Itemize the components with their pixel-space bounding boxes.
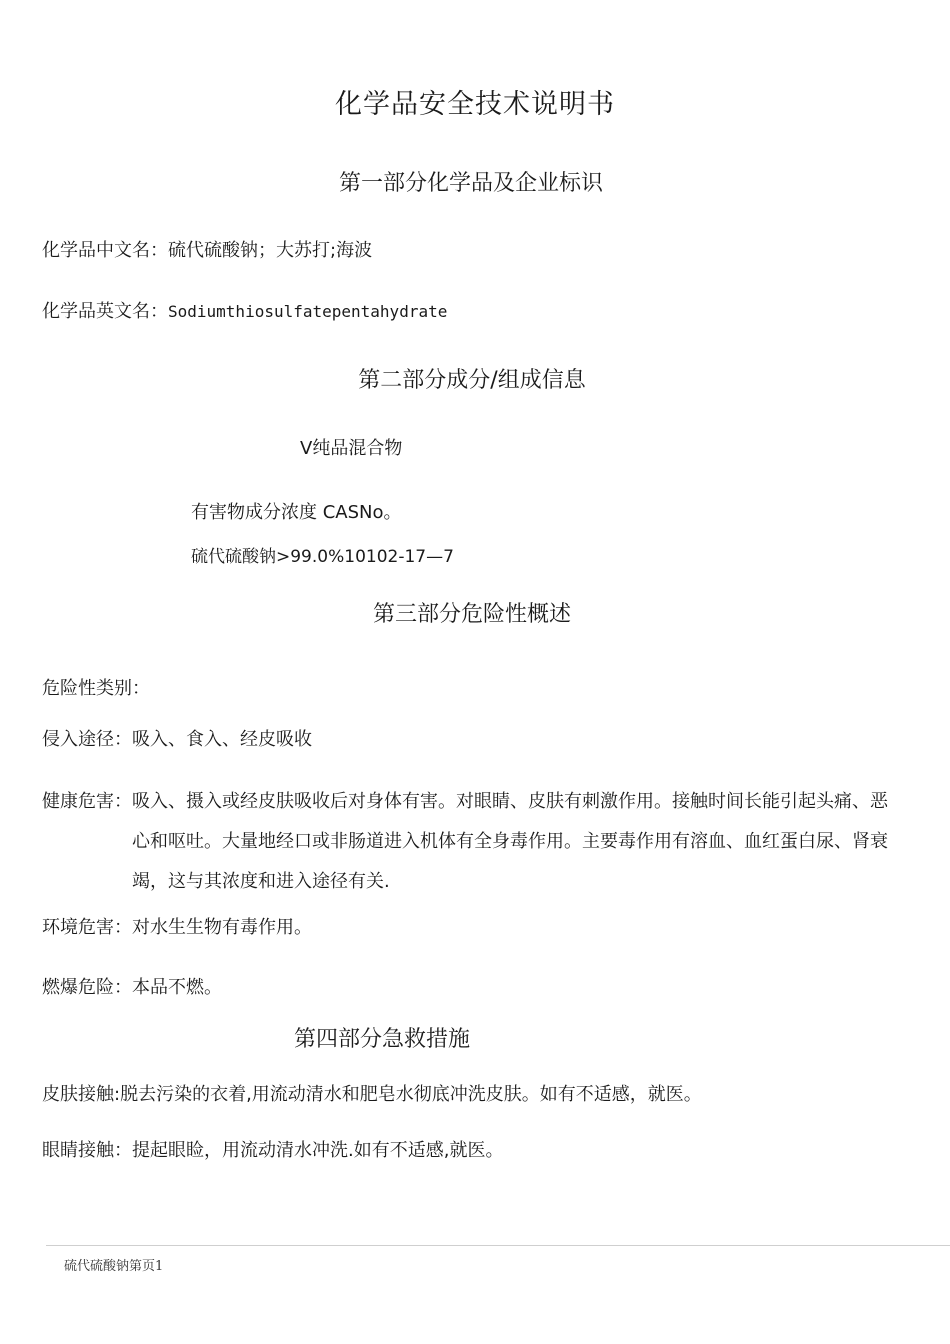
fire-label: 燃爆危险： xyxy=(42,977,132,998)
composition-row: 硫代硫酸钠>99.0%10102-17—7 xyxy=(191,547,454,567)
route-row xyxy=(42,725,312,751)
hazard-class-label: 危险性类别： xyxy=(42,678,150,699)
page-footer: 硫代硫酸钠第页1 xyxy=(64,1259,164,1274)
health-value: 吸入、摄入或经皮肤吸收后对身体有害。对眼睛、皮肤有刺激作用。接触时间长能引起头痛、恶心和呕吐。大量地经口或非肠道进入机体有全身毒作用。主要毒作用有溶血、血红蛋白尿、肾衰竭，这与其浓度和进入途径有关. xyxy=(132,791,888,892)
fire-row xyxy=(42,973,222,999)
skin-contact-label: 皮肤接触: xyxy=(42,1084,121,1105)
route-value: 吸入、食入、经皮吸收 xyxy=(132,729,312,750)
document-title: 化学品安全技术说明书 xyxy=(335,89,615,120)
cn-name-label: 化学品中文名： xyxy=(42,240,168,261)
section2-heading: 第二部分成分/组成信息 xyxy=(358,368,586,393)
section1-heading: 第一部分化学品及企业标识 xyxy=(338,171,603,196)
environment-label: 环境危害： xyxy=(42,917,132,938)
skin-contact-value: 脱去污染的衣着,用流动清水和肥皂水彻底冲洗皮肤。如有不适感，就医。 xyxy=(120,1084,702,1105)
health-label: 健康危害： xyxy=(42,791,132,812)
cn-name-row xyxy=(42,236,372,262)
footer-divider xyxy=(46,1245,950,1246)
eye-contact-value: 提起眼睑，用流动清水冲洗.如有不适感,就医。 xyxy=(132,1140,504,1161)
cn-name-value: 硫代硫酸钠；大苏打;海波 xyxy=(168,240,373,261)
environment-value: 对水生生物有毒作用。 xyxy=(132,917,312,938)
environment-row xyxy=(42,913,312,939)
section4-heading: 第四部分急救措施 xyxy=(294,1027,471,1052)
skin-contact-row xyxy=(42,1080,702,1106)
route-label: 侵入途径： xyxy=(42,729,132,750)
health-hazard-row xyxy=(42,782,912,902)
en-name-label: 化学品英文名： xyxy=(42,301,168,322)
en-name-row xyxy=(42,297,447,323)
section3-heading: 第三部分危险性概述 xyxy=(372,602,571,627)
purity-line: V纯品混合物 xyxy=(300,438,403,459)
fire-value: 本品不燃。 xyxy=(132,977,222,998)
eye-contact-row xyxy=(42,1136,503,1162)
composition-header: 有害物成分浓度 CASNo。 xyxy=(191,502,402,523)
en-name-value: Sodiumthiosulfatepentahydrate xyxy=(168,302,448,321)
eye-contact-label: 眼睛接触： xyxy=(42,1140,132,1161)
